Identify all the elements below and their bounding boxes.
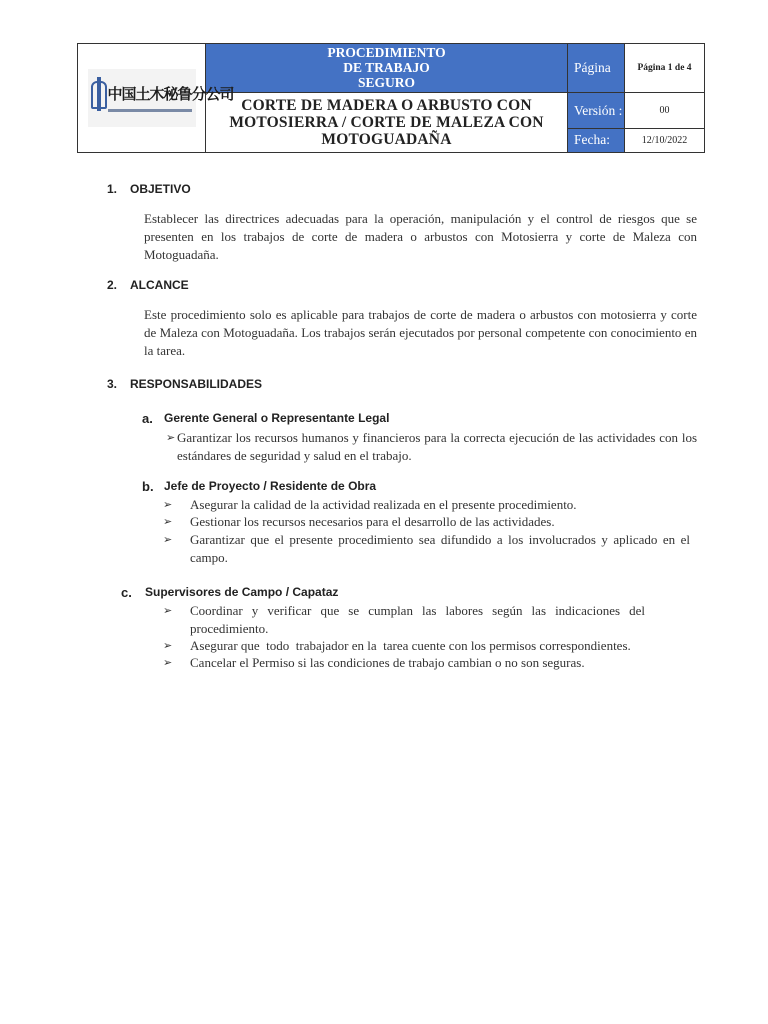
- page-value: [625, 44, 705, 93]
- doc-type-line-1: PROCEDIMIENTO: [327, 45, 446, 61]
- page-value-mid: de: [674, 62, 685, 73]
- list-item-text: [177, 429, 697, 464]
- section-title: ALCANCE: [130, 278, 189, 292]
- responsibility-title: Supervisores de Campo / Capataz: [145, 585, 339, 599]
- doc-title-line-2: MOTOSIERRA / CORTE DE MALEZA CON: [229, 113, 544, 131]
- arrowhead-bullet-icon: ➢: [163, 656, 173, 669]
- list-item-text: Asegurar que todo trabajador en la tarea cuente con los permisos correspondientes.: [190, 638, 631, 653]
- section-number: 1.: [107, 182, 118, 196]
- list-item-text: Asegurar la calidad de la actividad realizada en el presente procedimiento.: [190, 497, 577, 512]
- doc-type-line-3: SEGURO: [357, 75, 415, 91]
- list-item-text: Coordinar y verificar que se cumplan las labores según las indicaciones del procedimiento.: [190, 603, 645, 636]
- doc-type-line-2: DE TRABAJO: [343, 60, 430, 76]
- page-value-num: 1: [667, 62, 673, 73]
- responsibility-letter: b.: [142, 479, 154, 494]
- section-number: 2.: [107, 278, 118, 292]
- responsibility-letter: c.: [121, 585, 132, 600]
- logo-mark-icon: [91, 81, 107, 109]
- arrowhead-bullet-icon: ➢: [163, 515, 173, 528]
- logo-text: 中国土木秘鲁分公司: [107, 85, 234, 103]
- list-item-text: Garantizar que el presente procedimiento sea difundido a los involucrados y aplicado en el campo.: [190, 532, 690, 565]
- responsibility-title: Gerente General o Representante Legal: [164, 411, 390, 425]
- logo-cell: [78, 44, 234, 153]
- arrowhead-bullet-icon: ➢: [166, 431, 176, 444]
- arrowhead-bullet-icon: ➢: [163, 639, 173, 652]
- doc-title-line-3: MOTOGUADAÑA: [321, 130, 452, 148]
- page-value-total: 4: [686, 62, 692, 73]
- responsibility-letter: a.: [142, 411, 153, 426]
- date-label: Fecha:: [568, 128, 625, 152]
- arrowhead-bullet-icon: ➢: [163, 604, 173, 617]
- alcance-paragraph: Este procedimiento solo es aplicable para trabajos de corte de madera o arbustos con motosierra y corte de Maleza con Motoguadaña. Los trabajos serán ejecutados por personal competente con conocimiento en la tarea.: [144, 307, 697, 359]
- section-title: OBJETIVO: [130, 182, 191, 196]
- arrowhead-bullet-icon: ➢: [163, 533, 173, 546]
- doc-title-line-1: CORTE DE MADERA O ARBUSTO CON: [241, 96, 532, 114]
- list-item-text-content: Garantizar los recursos humanos y financieros para la correcta ejecución de las actividades con los estándares de seguridad y salud en el trabajo.: [177, 430, 697, 463]
- company-logo-icon: [88, 69, 234, 127]
- responsibility-title: Jefe de Proyecto / Residente de Obra: [164, 479, 377, 493]
- logo-subline: [108, 109, 192, 112]
- section-number: 3.: [107, 377, 118, 391]
- document-header: [77, 43, 705, 153]
- page-label: Página: [568, 44, 625, 93]
- version-value: 00: [625, 92, 705, 128]
- doc-type: [206, 44, 568, 93]
- doc-title: [206, 92, 568, 152]
- version-label: Versión :: [568, 92, 625, 128]
- arrowhead-bullet-icon: ➢: [163, 498, 173, 511]
- list-item-text: Cancelar el Permiso si las condiciones de trabajo cambian o no son seguras.: [190, 655, 585, 670]
- objetivo-paragraph: Establecer las directrices adecuadas para la operación, manipulación y el control de riesgos que se presenten en los trabajos de corte de madera o arbustos con Motosierra y corte de Maleza con Motoguadaña.: [144, 211, 697, 263]
- list-item-text: Gestionar los recursos necesarios para el desarrollo de las actividades.: [190, 514, 555, 529]
- date-value: 12/10/2022: [625, 128, 705, 152]
- page-value-prefix: Página: [637, 62, 666, 73]
- section-title: RESPONSABILIDADES: [130, 377, 263, 391]
